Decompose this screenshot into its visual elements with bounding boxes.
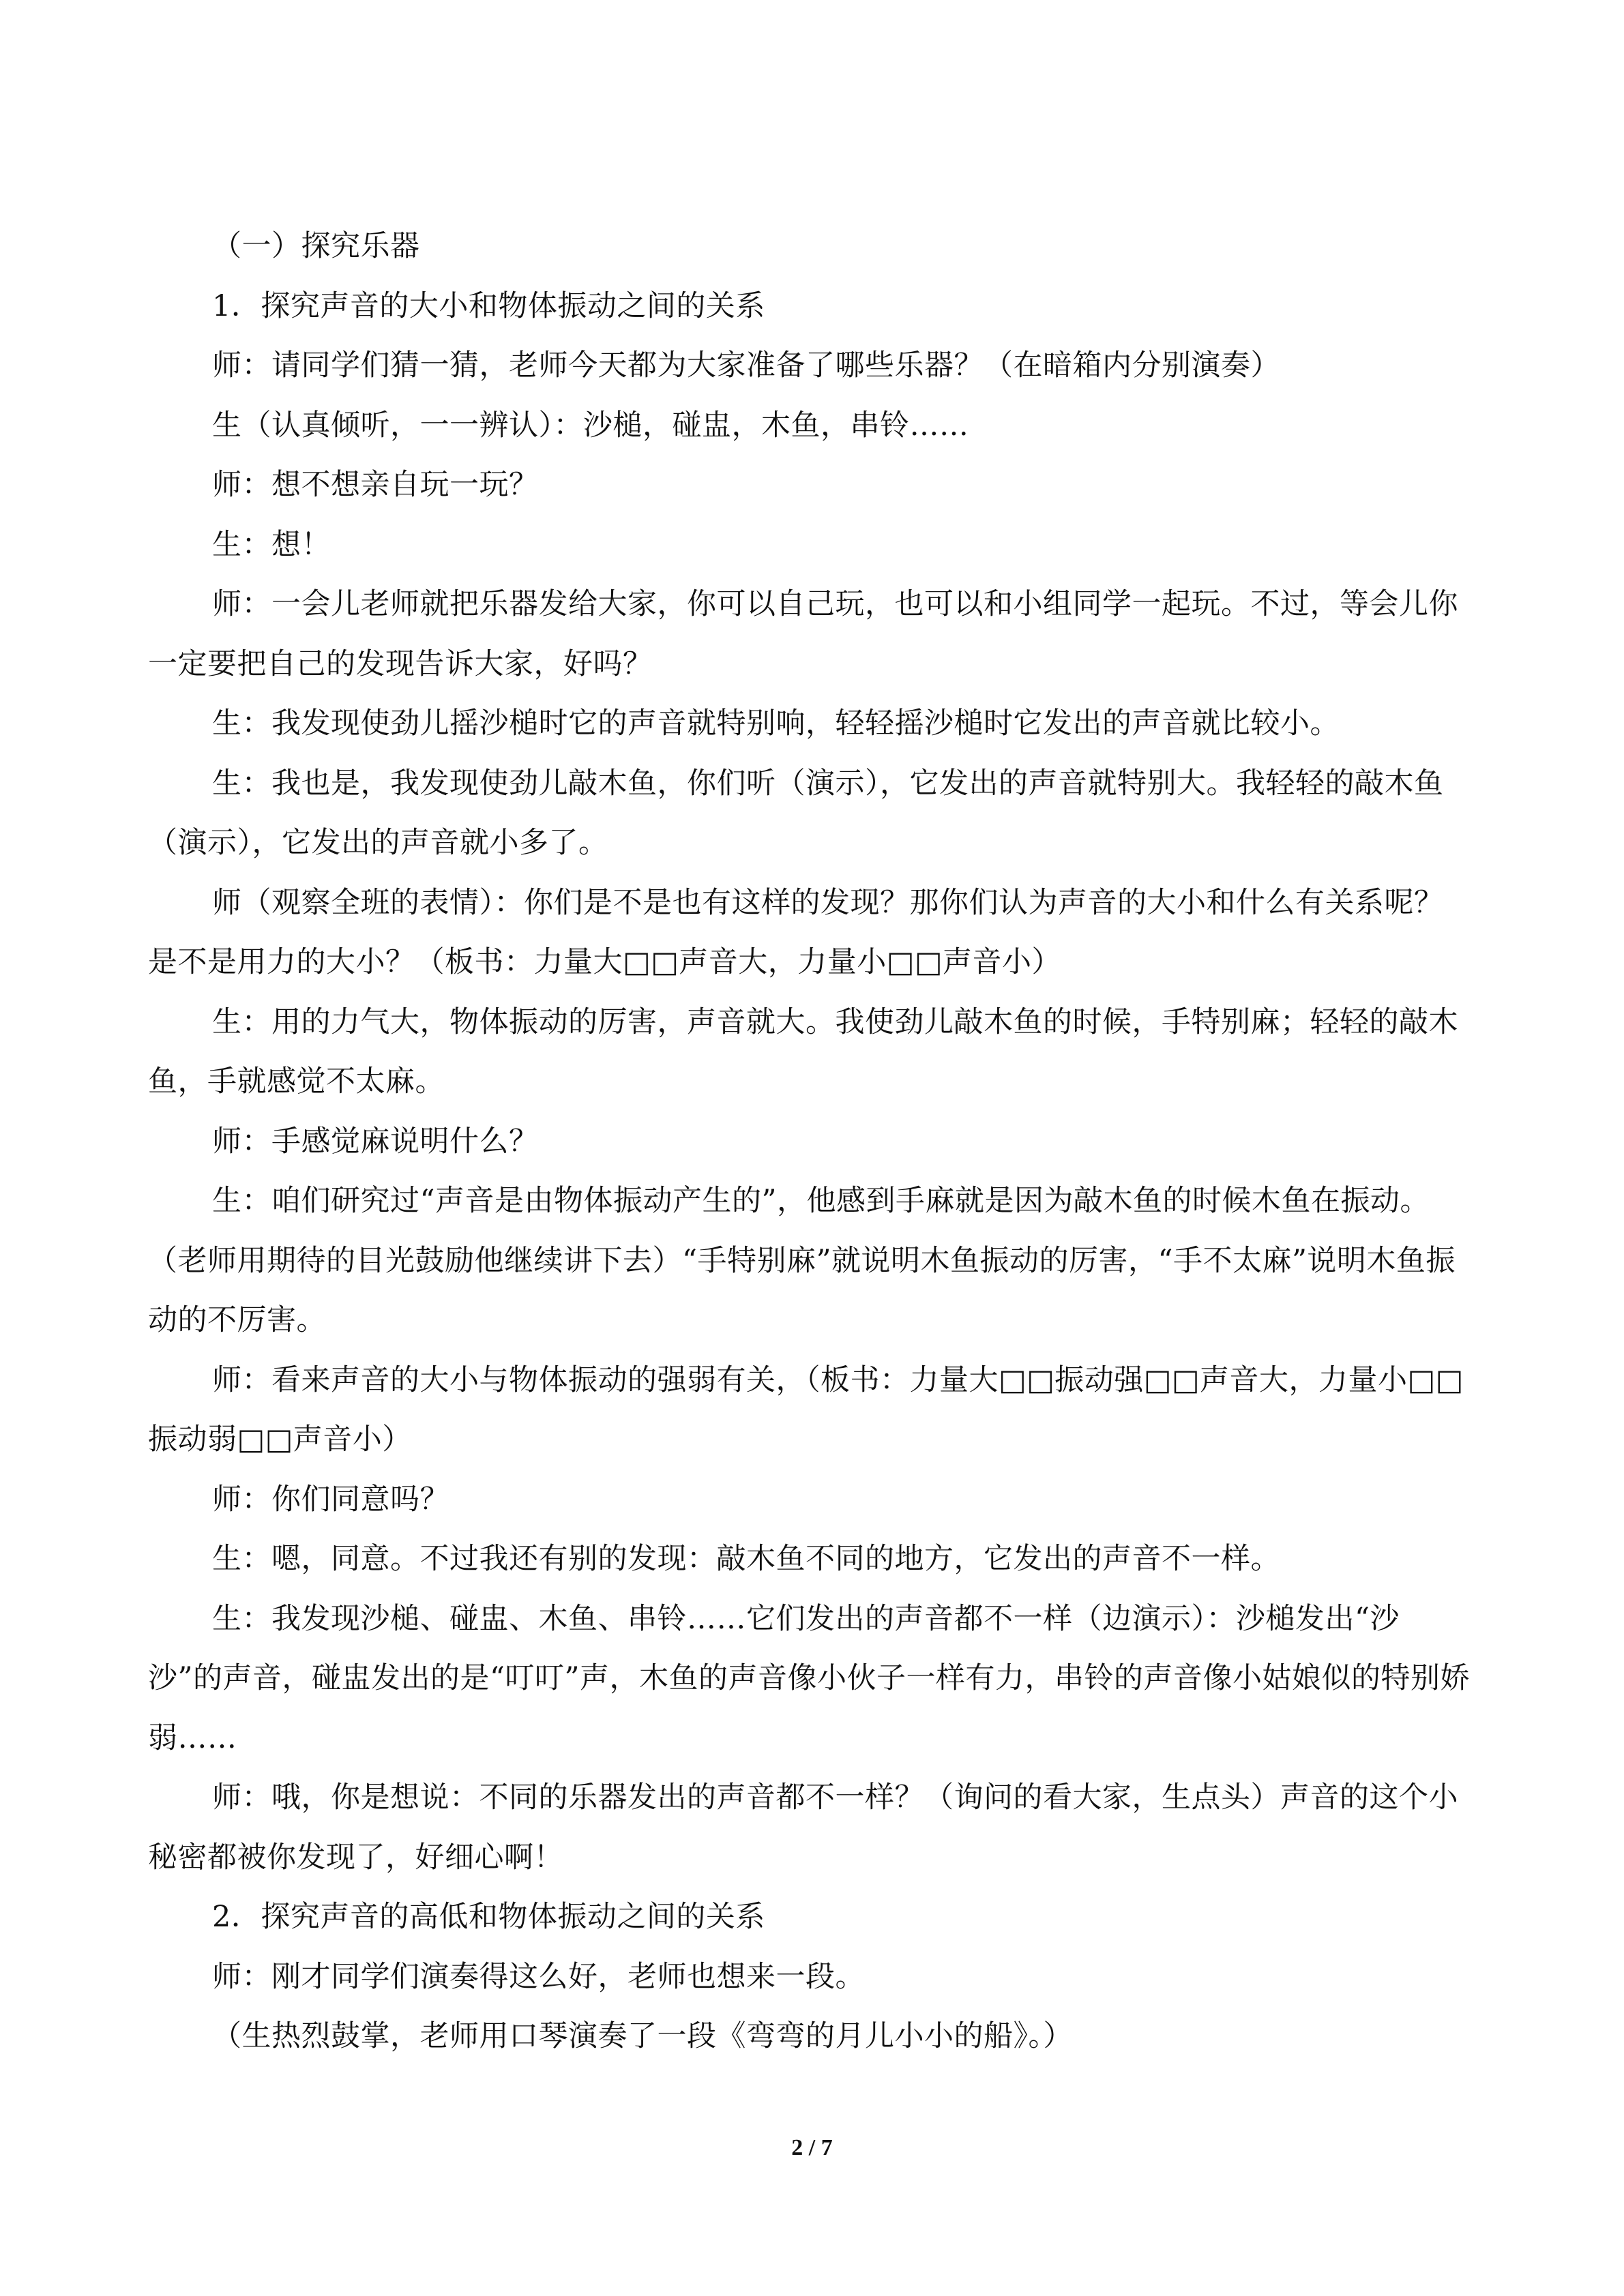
paragraph: 生（认真倾听，一一辨认）：沙槌，碰盅，木鱼，串铃…… [212, 408, 969, 443]
subsection-heading: 2．探究声音的高低和物体振动之间的关系 [212, 1900, 765, 1934]
paragraph: 生：想！ [212, 527, 331, 562]
paragraph: 生：咱们研究过“声音是由物体振动产生的”，他感到手麻就是因为敲木鱼的时候木鱼在振动。（老师用期待的目光鼓励他继续讲下去）“手特别麻”就说明木鱼振动的厉害，“手不太麻”说明木鱼振动的不厉害。 [148, 1184, 1456, 1337]
paragraph: 师（观察全班的表情）：你们是不是也有这样的发现？那你们认为声音的大小和什么有关系呢？是不是用力的大小？（板书：力量大□□声音大，力量小□□声音小） [148, 885, 1444, 979]
paragraph: 生：我发现使劲儿摇沙槌时它的声音就特别响，轻轻摇沙槌时它发出的声音就比较小。 [212, 706, 1340, 741]
section-heading: （一）探究乐器 [212, 229, 420, 263]
paragraph: 师：哦，你是想说：不同的乐器发出的声音都不一样？（询问的看大家，生点头）声音的这个小秘密都被你发现了，好细心啊！ [148, 1780, 1458, 1875]
paragraph: 师：刚才同学们演奏得这么好，老师也想来一段。 [212, 1959, 865, 1994]
paragraph: 生：用的力气大，物体振动的厉害，声音就大。我使劲儿敲木鱼的时候，手特别麻；轻轻的敲木鱼，手就感觉不太麻。 [148, 1004, 1458, 1099]
page-number: 2 / 7 [791, 2135, 833, 2160]
paragraph: 师：手感觉麻说明什么？ [212, 1124, 539, 1159]
paragraph: 生：我发现沙槌、碰盅、木鱼、串铃……它们发出的声音都不一样（边演示）：沙槌发出“沙沙”的声音，碰盅发出的是“叮叮”声，木鱼的声音像小伙子一样有力，串铃的声音像小姑娘似的特别娇弱…… [148, 1601, 1470, 1755]
paragraph: （生热烈鼓掌，老师用口琴演奏了一段《弯弯的月儿小小的船》。） [212, 2019, 1073, 2053]
paragraph: 师：想不想亲自玩一玩？ [212, 468, 539, 502]
paragraph: 师：看来声音的大小与物体振动的强弱有关，（板书：力量大□□振动强□□声音大，力量小□□振动弱□□声音小） [148, 1362, 1464, 1457]
paragraph: 生：嗯，同意。不过我还有别的发现：敲木鱼不同的地方，它发出的声音不一样。 [212, 1542, 1280, 1576]
paragraph: 生：我也是，我发现使劲儿敲木鱼，你们听（演示），它发出的声音就特别大。我轻轻的敲木鱼（演示），它发出的声音就小多了。 [148, 766, 1444, 860]
subsection-heading: 1．探究声音的大小和物体振动之间的关系 [212, 288, 765, 323]
document-body [148, 217, 1471, 2067]
paragraph: 师：请同学们猜一猜，老师今天都为大家准备了哪些乐器？（在暗箱内分别演奏） [212, 348, 1280, 383]
paragraph: 师：你们同意吗？ [212, 1482, 449, 1517]
paragraph: 师：一会儿老师就把乐器发给大家，你可以自己玩，也可以和小组同学一起玩。不过，等会儿你一定要把自己的发现告诉大家，好吗？ [148, 587, 1458, 681]
